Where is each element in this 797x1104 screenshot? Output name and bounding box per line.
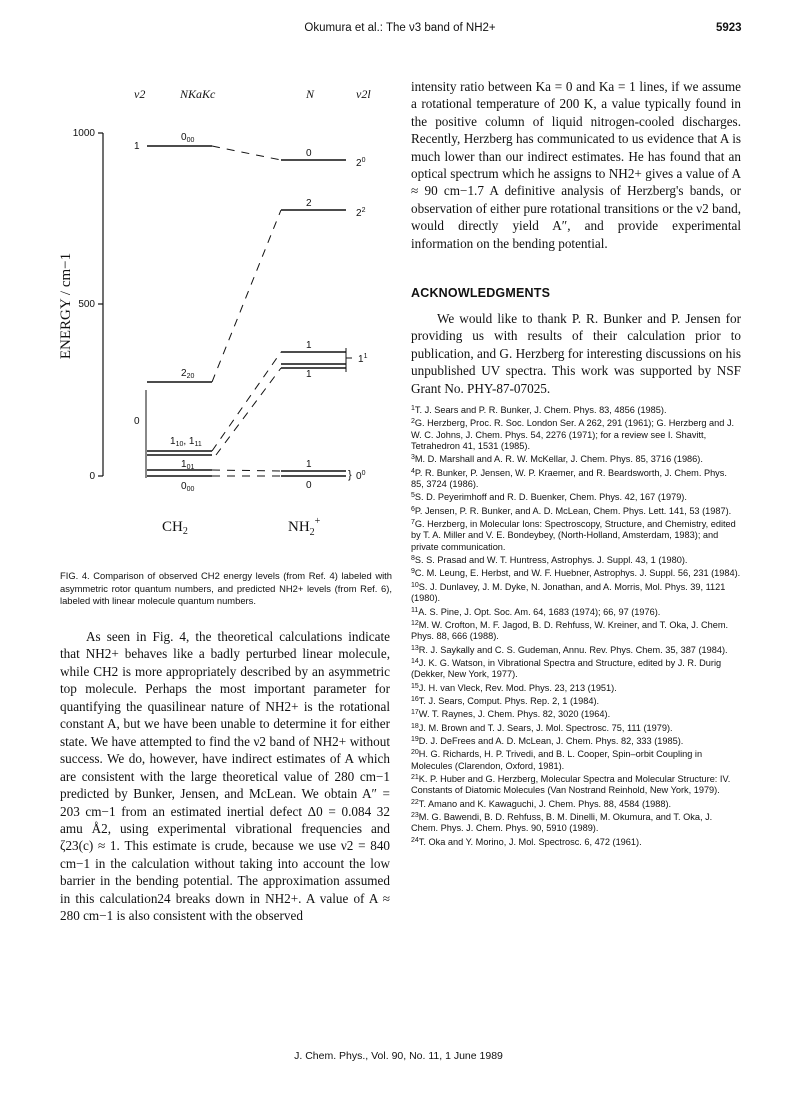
y-axis-label: ENERGY / cm−1 xyxy=(58,252,74,360)
reference-number: 4 xyxy=(411,467,415,475)
reference-text: P. Jensen, P. R. Bunker, and A. D. McLean, Chem. Phys. Lett. 141, 53 (1987). xyxy=(414,505,732,516)
page-number: 5923 xyxy=(716,22,742,34)
reference-item xyxy=(411,618,741,643)
reference-text: W. T. Raynes, J. Chem. Phys. 82, 3020 (1964). xyxy=(418,709,611,720)
reference-text: T. J. Sears, Comput. Phys. Rep. 2, 1 (1984). xyxy=(418,695,600,706)
reference-text: G. Herzberg, Proc. R. Soc. London Ser. A 262, 291 (1961); G. Herzberg and J. W. C. Johns, J. Chem. Phys. 54, 2276 (1971); for a review see I. Shavitt, Tetrahedron 41, 1531 (1985). xyxy=(411,418,735,452)
reference-item xyxy=(411,466,741,491)
reference-number: 1 xyxy=(411,405,415,412)
reference-number: 22 xyxy=(411,798,419,806)
reference-item xyxy=(411,580,741,605)
reference-item xyxy=(411,566,741,579)
reference-item xyxy=(411,707,741,720)
col-header-N: N xyxy=(306,87,315,101)
ch2-level-label: $0_{00}$ xyxy=(181,481,195,493)
reference-number: 8 xyxy=(411,555,415,563)
reference-item xyxy=(411,810,741,835)
nh2-level-label: 0 xyxy=(306,480,312,491)
y-tick-label: 500 xyxy=(78,299,95,310)
y-tick-label: 1000 xyxy=(72,128,95,139)
nh2-vib-label: $2^0$ xyxy=(356,157,366,169)
reference-item xyxy=(411,721,741,734)
reference-number: 14 xyxy=(411,657,419,665)
reference-item xyxy=(411,517,741,553)
correlation-lines xyxy=(212,146,281,476)
molecule-label-ch2: $CH_2$ xyxy=(162,519,188,537)
reference-item xyxy=(411,681,741,694)
reference-item xyxy=(411,694,741,707)
reference-item xyxy=(411,734,741,747)
reference-item xyxy=(411,747,741,772)
reference-item xyxy=(411,416,741,452)
nh2-vib-label: $2^2$ xyxy=(356,207,366,219)
ch2-vib-label: 1 xyxy=(134,141,140,152)
ch2-level-label: $2_{20}$ xyxy=(181,368,195,380)
reference-number: 7 xyxy=(411,519,415,527)
reference-text: G. Herzberg, in Molecular Ions: Spectroscopy, Structure, and Chemistry, edited by T. A. Miller and V. E. Bondeybey, (North-Holland, Amsterdam, 1983); and private communication. xyxy=(411,519,736,552)
reference-number: 18 xyxy=(411,722,419,730)
reference-text: D. J. DeFrees and A. D. McLean, J. Chem. Phys. 82, 333 (1985). xyxy=(418,735,684,746)
reference-item xyxy=(411,643,741,656)
reference-text: P. R. Bunker, P. Jensen, W. P. Kraemer, and R. Beardsworth, J. Chem. Phys. 85, 3724 (1986). xyxy=(411,467,727,490)
reference-text: J. M. Brown and T. J. Sears, J. Mol. Spectrosc. 75, 111 (1979). xyxy=(418,722,673,733)
nh2-level-label: 1 xyxy=(306,459,312,470)
reference-text: S. J. Dunlavey, J. M. Dyke, N. Jonathan, and A. Morris, Mol. Phys. 39, 1121 (1980). xyxy=(411,581,726,604)
reference-item xyxy=(411,490,741,503)
molecule-label-nh2: $NH_2^+$ xyxy=(288,516,321,538)
ch2-vib-label: 0 xyxy=(134,416,140,427)
reference-item xyxy=(411,504,741,517)
reference-number: 9 xyxy=(411,568,415,576)
reference-item xyxy=(411,772,741,797)
reference-number: 17 xyxy=(411,709,419,717)
reference-number: 15 xyxy=(411,682,419,690)
reference-item xyxy=(411,656,741,681)
reference-number: 19 xyxy=(411,735,419,743)
reference-item xyxy=(411,797,741,810)
figure-caption: FIG. 4. Comparison of observed CH2 energy levels (from Ref. 4) labeled with asymmetric rotor quantum numbers, and predicted NH2+ levels (from Ref. 6), labeled with linear molecule quantum numbers. xyxy=(60,570,392,607)
reference-text: H. G. Richards, H. P. Trivedi, and B. L. Cooper, Spin–orbit Coupling in Molecules (Clarendon, Oxford, 1981). xyxy=(411,749,703,771)
reference-item xyxy=(411,605,741,618)
reference-text: R. J. Saykally and C. S. Gudeman, Annu. Rev. Phys. Chem. 35, 387 (1984). xyxy=(418,644,728,655)
reference-text: T. Amano and K. Kawaguchi, J. Chem. Phys. 88, 4584 (1988). xyxy=(418,798,672,809)
reference-number: 20 xyxy=(411,749,419,757)
reference-item xyxy=(411,452,741,465)
body-text-left xyxy=(60,628,390,925)
reference-number: 13 xyxy=(411,644,419,652)
col-header-nu2: ν2 xyxy=(134,87,146,101)
acknowledgments-heading: ACKNOWLEDGMENTS xyxy=(411,286,551,300)
reference-number: 3 xyxy=(411,454,415,462)
nh2-vib-label: $1^1$ xyxy=(358,353,368,365)
reference-text: J. H. van Vleck, Rev. Mod. Phys. 23, 213 (1951). xyxy=(418,682,617,693)
acknowledgments-text xyxy=(411,310,741,397)
paragraph: We would like to thank P. R. Bunker and P. Jensen for providing us with results of their calculation prior to publication, and G. Herzberg for interesting discussions on his unpublished UV spectra. This work was supported by NSF Grant No. PHY-87-07025. xyxy=(411,311,741,396)
ch2-level-label: $1_{01}$ xyxy=(181,459,195,471)
paragraph: As seen in Fig. 4, the theoretical calculations indicate that NH2+ behaves like a badly perturbed linear molecule, while CH2 is more appropriately described by an asymmetric top molecule. Perhaps the most important parameter for quantifying the quasilinear nature of NH2+ is the rotational constant A, but we have been unable to determine it for either state. We have attempted to find the ν2 band of NH2+ without success. We do, however, have indirect estimates of A which are consistent with the large theoretical value of 280 cm−1 predicted by Bunker, Jensen, and McLean. We obtain A″ = 203 cm−1 from an estimated inertial defect Δ0 = 0.084 32 amu Å2, using experimental vibrational frequencies and ζ23(c) ≈ 1. This estimate is crude, because we use ν2 = 840 cm−1 in the calculation without taking into account the low barrier in the bending potential. The approximation assumed in this calculation24 breaks down in NH2+. A value of A ≈ 280 cm−1 is also consistent with the observed xyxy=(60,629,390,924)
paragraph: intensity ratio between Ka = 0 and Ka = 1 lines, if we assume a rotational temperature of 200 K, a value typically found in the positive column of liquid nitrogen-cooled discharges. Recently, Herzberg has communicated to us evidence that A is much lower than our indirect estimates. He has found that an optical spectrum which he assigns to NH2+ gives a value of A ≈ 90 cm−1.7 A definitive analysis of Herzberg's bands, or observation of either pure rotational transitions or the ν2 band, would directly yield A″, and provide experimental information on the bending potential. xyxy=(411,79,741,251)
reference-text: T. Oka and Y. Morino, J. Mol. Spectrosc. 6, 472 (1961). xyxy=(418,836,642,847)
reference-number: 2 xyxy=(411,418,415,426)
reference-text: J. K. G. Watson, in Vibrational Spectra and Structure, edited by J. R. Durig (Dekker, New York, 1977). xyxy=(411,657,722,680)
reference-number: 11 xyxy=(411,606,419,614)
reference-number: 12 xyxy=(411,619,419,627)
nh2-vib-label: } xyxy=(348,469,352,481)
references-list xyxy=(411,403,741,848)
reference-number: 5 xyxy=(411,492,415,500)
reference-text: M. W. Crofton, M. F. Jagod, B. D. Rehfuss, W. Kreiner, and T. Oka, J. Chem. Phys. 88, 666 (1988). xyxy=(411,619,729,642)
reference-number: 21 xyxy=(411,773,419,781)
reference-text: A. S. Pine, J. Opt. Soc. Am. 64, 1683 (1974); 66, 97 (1976). xyxy=(418,606,661,617)
reference-number: 23 xyxy=(411,812,419,819)
col-header-nkakc: NKaKc xyxy=(180,87,216,101)
reference-text: S. S. Prasad and W. T. Huntress, Astrophys. J. Suppl. 43, 1 (1980). xyxy=(414,555,688,566)
nh2-level-label: 2 xyxy=(306,198,312,209)
nh2-level-label: 0 xyxy=(306,148,312,159)
nh2-level-label: 1 xyxy=(306,369,312,380)
ch2-level-label: $0_{00}$ xyxy=(181,132,195,144)
reference-text: S. D. Peyerimhoff and R. D. Buenker, Chem. Phys. 42, 167 (1979). xyxy=(414,492,687,503)
body-text-right xyxy=(411,78,741,252)
reference-item xyxy=(411,403,741,416)
col-header-nu2l: ν2l xyxy=(356,87,371,101)
reference-item xyxy=(411,553,741,566)
nh2-vib-label: $0^0$ xyxy=(356,470,366,482)
nh2-level-label: 1 xyxy=(306,340,312,351)
ch2-level-label: $1_{10}$, $1_{11}$ xyxy=(170,436,202,448)
reference-number: 16 xyxy=(411,695,419,703)
y-tick-label: 0 xyxy=(89,471,95,482)
reference-item xyxy=(411,835,741,848)
reference-text: M. G. Bawendi, B. D. Rehfuss, B. M. Dinelli, M. Okumura, and T. Oka, J. Chem. Phys. J. Chem. Phys. 90, 5910 (1989). xyxy=(411,812,713,834)
running-head: Okumura et al.: The ν3 band of NH2+ xyxy=(304,22,496,34)
reference-text: C. M. Leung, E. Herbst, and W. F. Huebner, Astrophys. J. Suppl. 56, 231 (1984). xyxy=(414,568,741,579)
reference-text: K. P. Huber and G. Herzberg, Molecular Spectra and Molecular Structure: IV. Constants of Diatomic Molecules (Van Nostrand Reinhold, New York, 1979). xyxy=(411,773,731,796)
footer: J. Chem. Phys., Vol. 90, No. 11, 1 June 1989 xyxy=(294,1050,503,1062)
energy-level-diagram xyxy=(40,78,400,558)
reference-number: 6 xyxy=(411,505,415,513)
reference-text: M. D. Marshall and A. R. W. McKellar, J. Chem. Phys. 85, 3716 (1986). xyxy=(414,454,703,465)
reference-number: 10 xyxy=(411,581,419,589)
reference-text: T. J. Sears and P. R. Bunker, J. Chem. Phys. 83, 4856 (1985). xyxy=(414,405,667,415)
reference-number: 24 xyxy=(411,836,419,844)
